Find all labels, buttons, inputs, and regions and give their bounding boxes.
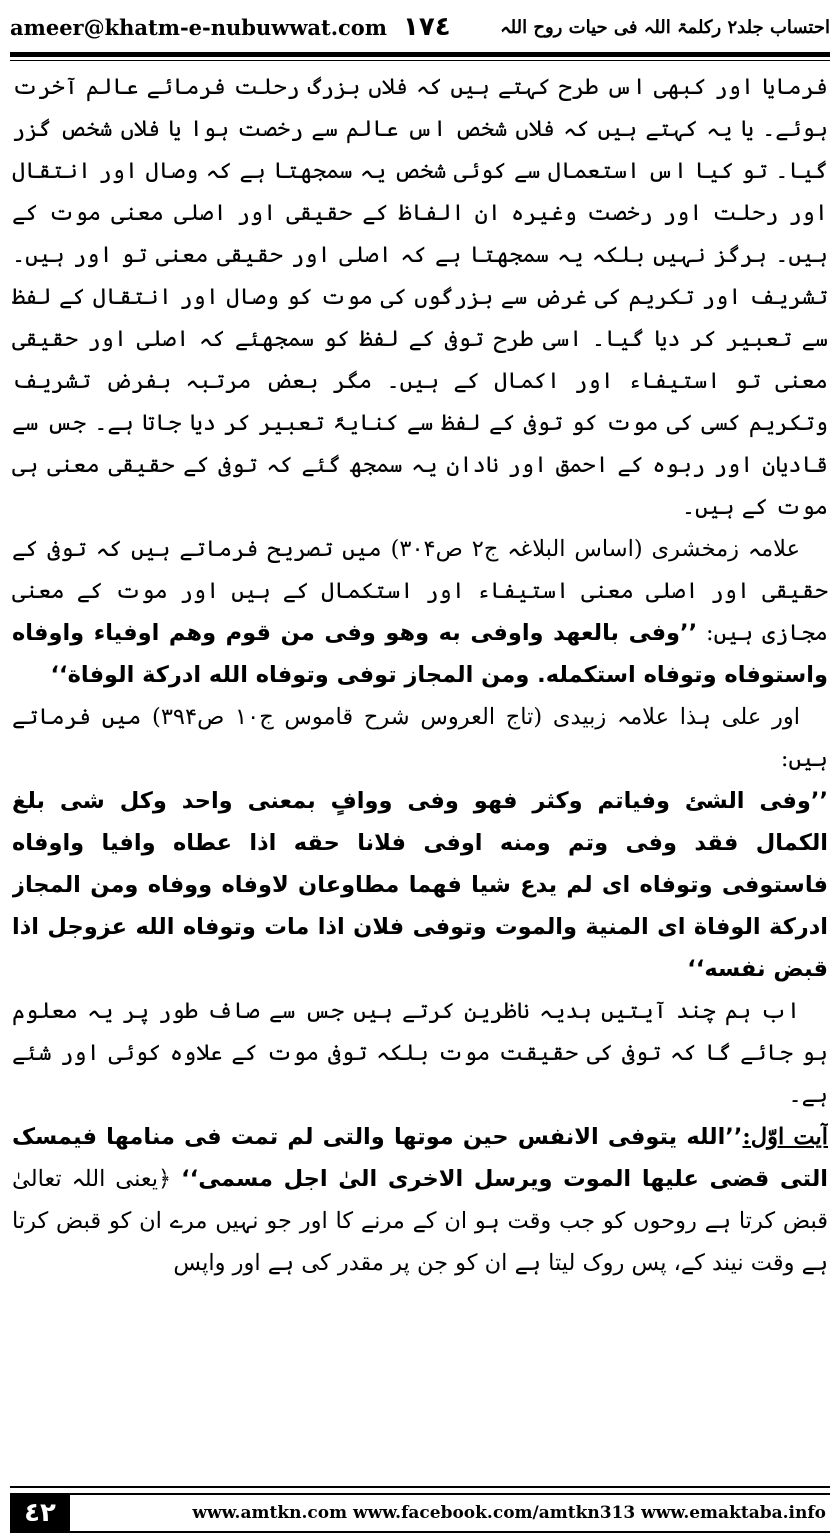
page-header <box>10 6 830 48</box>
paragraph-3-urdu: اور علی ہذا علامہ زبیدی (تاج العروس شرح قاموس ج۱۰ ص۳۹۴) میں فرماتے ہیں: <box>12 704 828 772</box>
header-page-number: ١٧٤ <box>403 12 451 42</box>
page-body <box>12 66 828 1474</box>
footer-page-number: ٤٢ <box>10 1493 70 1533</box>
page-footer <box>10 1492 830 1534</box>
verse-one-heading: آیت اوّل: <box>742 1124 828 1150</box>
zabidi-quote: ’’وفی الشئ وفیاتم وکثر فهو وفی ووافٍ بمعنی واحد وکل شی بلغ الکمال فقد وفی وتم ومنه اوفی فلانا حقه اذا عطاه وافیا واوفاه فاستوفی وتوفاه ای لم یدع شیا فهما مطاوعان لاوفاه ووفاه ومن المجاز ادرکة الوفاة ای المنیة والموت وتوفی فلان اذا مات وتوفاه الله عزوجل اذا قبض نفسه‘‘ <box>12 788 828 982</box>
header-email[interactable]: ameer@khatm-e-nubuwwat.com <box>10 14 388 40</box>
header-left <box>10 12 451 42</box>
zamakhshari-intro: علامہ زمخشری (اساس البلاغہ ج۲ ص۳۰۴) میں تصریح فرماتے ہیں کہ توفی کے حقیقی اور اصلی معنی استیفاء اور استکمال کے ہیں اور موت کے معنی مجازی ہیں: <box>12 536 828 646</box>
header-book-title: احتساب جلد۲ رکلمۃ اللہ فی حیات روح اللہ <box>500 16 830 38</box>
verse-one-arabic: ’’الله یتوفی الانفس حین موتها والتی لم تمت فی منامها فیمسک التی قضی علیها الموت ویرسل الاخری الیٰ اجل مسمی‘‘ <box>12 1124 828 1192</box>
paragraph-2-urdu <box>12 528 828 696</box>
footer-links[interactable]: www.amtkn.com www.facebook.com/amtkn313 www.emaktaba.info <box>70 1493 830 1533</box>
header-rule-thin <box>10 60 830 61</box>
zamakhshari-quote: ’’وفی بالعهد واوفی به وهو وفی من قوم وهم اوفیاء واوفاه واستوفاه وتوفاه استکمله. ومن المجاز توفی وتوفاه الله ادرکة الوفاة‘‘ <box>12 620 828 688</box>
header-rule-thick <box>10 52 830 57</box>
paragraph-4: اب ہم چند آیتیں ہدیہ ناظرین کرتے ہیں جس سے صاف طور پر یہ معلوم ہو جائے گا کہ توفی کی حقیقت موت بلکہ توفی موت کے علاوہ کوئی اور شئے ہے۔ <box>12 998 828 1108</box>
footer-rule <box>10 1486 830 1488</box>
paragraph-1: فرمایا اور کبھی اس طرح کہتے ہیں کہ فلاں بزرگ رحلت فرمائے عالم آخرت ہوئے۔ یا یہ کہتے ہیں کہ فلاں شخص اس عالم سے رخصت ہوا یا فلاں شخص گزر گیا۔ تو کیا اس استعمال سے کوئی شخص یہ سمجھتا ہے کہ وصال اور انتقال اور رحلت اور رخصت وغیرہ ان الفاظ کے حقیقی اور اصلی معنی موت کے ہیں۔ ہرگز نہیں بلکہ یہ سمجھتا ہے کہ اصلی اور حقیقی معنی تو اور ہیں۔ تشریف اور تکریم کی غرض سے بزرگوں کی موت کو وصال اور انتقال کے لفظ سے تعبیر کر دیا گیا۔ اسی طرح توفی کے لفظ کو سمجھئے کہ اصلی اور حقیقی معنی تو استیفاء اور اکمال کے ہیں۔ مگر بعض مرتبہ بفرض تشریف وتکریم کسی کی موت کو توفی کے لفظ سے کنایۃً تعبیر کر دیا جاتا ہے۔ جس سے قادیان اور ربوہ کے احمق اور نادان یہ سمجھ گئے کہ توفی کے حقیقی معنی ہی موت کے ہیں۔ <box>12 74 828 520</box>
verse-one <box>12 1116 828 1284</box>
verse-one-translation: ﴿یعنی اللہ تعالیٰ قبض کرتا ہے روحوں کو جب وقت ہو ان کے مرنے کا اور جو نہیں مرے ان کو قبض کرتا ہے وقت نیند کے، پس روک لیتا ہے ان کو جن پر مقدر کی ہے اور واپس <box>12 1166 828 1276</box>
